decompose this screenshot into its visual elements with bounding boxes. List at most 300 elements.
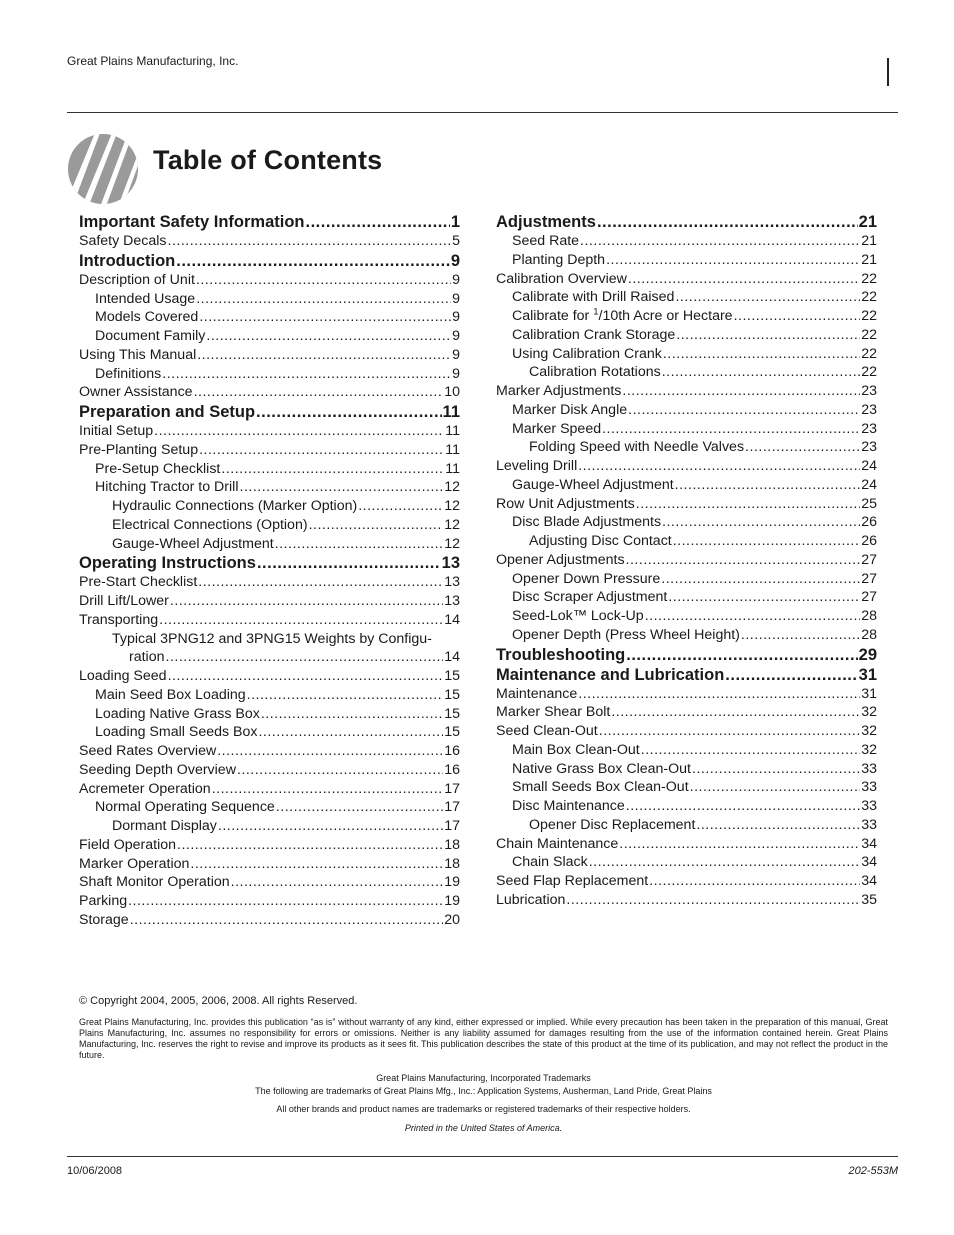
toc-entry[interactable] [496,288,877,307]
toc-dot-leader [602,420,860,439]
toc-entry[interactable] [79,365,460,384]
toc-page-number: 12 [444,516,460,533]
toc-page-number: 9 [450,251,460,270]
toc-dot-leader [696,816,860,835]
toc-entry-label: Adjusting Disc Contact [529,533,672,549]
toc-entry[interactable] [496,685,877,704]
toc-entry-label: Loading Small Seeds Box [95,724,258,741]
toc-entry-label: Marker Operation [79,855,190,872]
toc-entry[interactable] [496,797,877,816]
toc-dot-leader [221,460,444,479]
toc-entry[interactable] [496,476,877,495]
toc-page-number: 11 [445,423,460,439]
toc-dot-leader [645,607,861,626]
toc-dot-leader [662,513,860,532]
toc-entry-label: Disc Blade Adjustments [512,514,662,531]
toc-dot-leader [358,497,443,516]
toc-entry-label: Gauge-Wheel Adjustment [512,476,674,493]
toc-entry[interactable] [496,872,877,891]
toc-page-number: 29 [858,645,877,664]
publication-date: 10/06/2008 [67,1165,123,1177]
toc-entry-superscript: 1 [593,306,599,318]
toc-dot-leader [649,872,860,891]
toc-entry[interactable] [79,686,460,705]
header-rule [67,112,898,113]
toc-entry[interactable] [496,345,877,364]
toc-dot-leader [725,665,857,685]
toc-dot-leader [166,648,444,667]
toc-entry[interactable] [496,778,877,797]
toc-page-number: 20 [444,911,460,928]
toc-page-number: 14 [444,649,460,666]
toc-entry-label: Hitching Tractor to Drill [95,479,239,496]
toc-dot-leader [675,288,860,307]
toc-entry[interactable] [79,780,460,799]
toc-entry-label: Calibration Rotations [529,364,661,381]
toc-dot-leader [676,326,860,345]
toc-entry[interactable] [496,703,877,722]
toc-entry-label: Marker Adjustments [496,383,622,399]
toc-entry-label: Marker Speed [512,420,602,437]
toc-dot-leader [626,797,860,816]
toc-page-number: 35 [861,891,877,908]
toc-entry-label: Definitions [95,365,162,382]
toc-entry[interactable] [79,553,460,573]
toc-page-number: 11 [445,460,460,477]
toc-dot-leader [275,535,444,554]
toc-entry-label: Parking [79,893,128,909]
toc-entry[interactable] [496,760,877,779]
toc-dot-leader [611,703,860,722]
toc-entry[interactable] [79,478,460,497]
toc-page-number: 31 [858,665,877,684]
toc-dot-leader [247,686,444,705]
toc-dot-leader [741,626,860,645]
toc-entry-label: Using This Manual [79,346,197,363]
toc-page-number: 22 [861,270,877,287]
toc-page-number: 12 [444,535,460,552]
toc-entry[interactable] [496,495,877,514]
toc-page-number: 34 [861,835,877,852]
toc-page-number: 34 [861,854,877,871]
toc-page-number: 16 [444,743,460,759]
toc-entry[interactable] [79,212,460,232]
toc-entry-label: Troubleshooting [496,645,626,664]
toc-entry[interactable] [79,742,460,761]
toc-entry-label: Drill Lift/Lower [79,593,169,609]
toc-entry-label: Gauge-Wheel Adjustment [112,535,274,552]
toc-entry-label: Seed Flap Replacement [496,873,649,889]
toc-entry[interactable] [496,513,877,532]
trademarks-list: The following are trademarks of Great Plains Mfg., Inc.: Application Systems, Ausherman, Land Pride, Great Plains [255,1086,712,1096]
toc-dot-leader [168,232,452,251]
toc-dot-leader [130,911,444,930]
toc-entry-label: Marker Shear Bolt [496,704,611,721]
toc-page-number: 22 [861,326,877,343]
toc-entry-label: Row Unit Adjustments [496,495,635,512]
toc-entry-label: Pre-Planting Setup [79,441,199,458]
toc-entry-label: Intended Usage [95,290,196,307]
toc-dot-leader [566,891,860,910]
toc-entry[interactable] [496,626,877,645]
toc-entry-label: Description of Unit [79,271,195,288]
toc-entry-label: Transporting [79,611,159,628]
toc-entry-label: Opener Depth (Press Wheel Height) [512,626,740,643]
toc-entry-label: Models Covered [95,309,199,326]
toc-dot-leader [198,573,443,592]
toc-page-number: 22 [861,289,877,306]
toc-entry-label: Acremeter Operation [79,780,211,797]
toc-dot-leader [309,516,444,535]
toc-entry[interactable] [79,611,460,630]
toc-dot-leader [154,422,444,441]
toc-dot-leader [668,588,860,607]
toc-entry-label: Disc Maintenance [512,798,625,814]
toc-dot-leader [641,741,860,760]
toc-dot-leader [626,645,857,665]
toc-dot-leader [258,723,443,742]
toc-entry-label: Seed Rate [512,233,580,249]
toc-page-number: 27 [861,589,877,606]
disclaimer: Great Plains Manufacturing, Inc. provides this publication “as is” without warranty of any kind, either expressed or implied. While every precaution has been taken in the preparation of this manual, Great Plains Manufacturing, Inc. assumes no responsibility for errors or omissions. Neither is any liability assumed for damages resulting from the use of the information contained herein. Great Plains Manufacturing, Inc. reserves the right to revise and improve its products as it sees fit. This publication describes the state of this product at the time of its publication, and may not reflect the product in the future. [79,1017,888,1060]
toc-entry[interactable] [79,271,460,290]
toc-entry[interactable] [79,422,460,441]
toc-page-number: 21 [861,233,877,249]
toc-dot-leader [628,270,860,289]
toc-page-number: 11 [442,403,460,421]
toc-dot-leader [276,798,443,817]
toc-entry[interactable] [79,723,460,742]
toc-entry-label: Maintenance [496,685,578,702]
toc-entry-label: Preparation and Setup [79,403,256,421]
toc-entry[interactable] [496,551,877,570]
toc-entry[interactable] [79,892,460,911]
toc-entry[interactable] [496,270,877,289]
toc-entry-label: Native Grass Box Clean-Out [512,760,691,777]
toc-page-number: 17 [444,818,460,834]
toc-dot-leader [597,212,858,232]
toc-page-number: 27 [861,551,877,568]
toc-entry[interactable] [79,911,460,930]
toc-dot-leader [690,778,861,797]
toc-dot-leader [159,611,443,630]
toc-page-number: 27 [861,570,877,587]
toc-page-number: 12 [444,479,460,496]
toc-dot-leader [626,551,861,570]
toc-entry[interactable] [496,853,877,872]
toc-page-number: 12 [444,498,460,514]
printed-notice: Printed in the United States of America. [404,1123,563,1133]
toc-entry[interactable] [79,441,460,460]
toc-dot-leader [162,365,451,384]
toc-entry-label: Hydraulic Connections (Marker Option) [112,498,358,514]
toc-page-number: 28 [861,608,877,624]
toc-entry-label: Chain Slack [512,854,588,871]
toc-entry[interactable] [496,251,877,270]
toc-page-number: 9 [452,309,460,326]
toc-page-number: 9 [452,290,460,307]
page-title: Table of Contents [153,145,383,175]
toc-entry[interactable] [79,290,460,309]
toc-page-number: 23 [861,401,877,418]
toc-entry[interactable] [79,516,460,535]
toc-entry-label: Seed-Lok™ Lock-Up [512,608,644,624]
toc-dot-leader [662,363,861,382]
toc-entry[interactable] [79,648,460,667]
toc-page-number: 23 [861,383,877,399]
toc-entry[interactable] [496,382,877,401]
toc-entry[interactable] [79,573,460,592]
toc-entry-label: Seed Rates Overview [79,743,217,759]
toc-entry[interactable] [496,741,877,760]
toc-dot-leader [196,290,451,309]
toc-page-number: 33 [861,779,877,796]
toc-entry-label: Document Family [95,328,206,344]
toc-page-number: 21 [858,213,877,231]
toc-entry-label: Pre-Setup Checklist [95,460,221,477]
toc-entry[interactable] [79,460,460,479]
toc-entry-label: Pre-Start Checklist [79,574,198,591]
toc-page-number: 5 [452,233,460,249]
toc-entry-label: Marker Disk Angle [512,401,628,418]
copyright-line [79,995,357,1007]
toc-dot-leader [257,553,441,573]
toc-page-number: 26 [861,533,877,549]
toc-entry-label: Calibration Crank Storage [512,326,676,343]
toc-dot-leader [580,232,860,251]
toc-entry[interactable] [496,645,877,665]
toc-entry[interactable] [496,438,877,457]
toc-entry-label: Maintenance and Lubrication [496,665,725,684]
toc-dot-leader [196,271,451,290]
toc-entry[interactable] [79,855,460,874]
toc-entry[interactable] [79,592,460,611]
toc-page-number: 33 [861,798,877,814]
toc-dot-leader [673,532,860,551]
toc-entry[interactable] [496,420,877,439]
toc-entry[interactable] [496,401,877,420]
toc-page-number: 24 [861,476,877,493]
toc-entry[interactable] [496,570,877,589]
toc-entry[interactable] [79,798,460,817]
toc-dot-leader [578,685,860,704]
toc-dot-leader [692,760,860,779]
toc-dot-leader [128,892,443,911]
toc-entry[interactable] [496,212,877,232]
toc-page-number: 25 [861,495,877,512]
trademarks-heading: Great Plains Manufacturing, Incorporated Trademarks [376,1073,591,1083]
other-trademarks: All other brands and product names are trademarks or registered trademarks of their respective holders. [276,1104,691,1114]
toc-entry-label: Opener Down Pressure [512,570,661,587]
toc-entry[interactable] [496,607,877,626]
toc-entry-label: Storage [79,911,129,928]
toc-dot-leader [606,251,860,270]
toc-page-number: 26 [861,514,877,531]
toc-page-number: 22 [861,364,877,381]
toc-entry-label: Folding Speed with Needle Valves [529,439,745,456]
toc-dot-leader [256,402,442,422]
toc-page-number: 32 [861,704,877,721]
toc-dot-leader [190,855,443,874]
toc-entry-label: Leveling Drill [496,458,578,474]
toc-entry-label [512,307,733,326]
toc-dot-leader [231,873,444,892]
toc-entry[interactable] [79,383,460,402]
toc-dot-leader [194,383,444,402]
toc-entry-label: Calibrate with Drill Raised [512,289,675,306]
toc-entry[interactable] [79,497,460,516]
toc-dot-leader [197,346,451,365]
toc-entry[interactable] [79,873,460,892]
toc-entry[interactable] [496,232,877,251]
toc-entry[interactable] [496,326,877,345]
toc-page-number: 13 [441,554,460,573]
toc-page-number: 14 [444,611,460,628]
toc-entry-label: Disc Scraper Adjustment [512,589,668,606]
toc-entry[interactable] [79,817,460,836]
toc-entry[interactable] [79,327,460,346]
toc-entry-label: Opener Disc Replacement [529,816,696,833]
copyright-symbol: © [79,995,88,1007]
toc-entry-label: Important Safety Information [79,213,305,231]
toc-dot-leader [636,495,860,514]
toc-entry[interactable] [79,705,460,724]
toc-page-number: 15 [444,686,460,703]
toc-page-number: 33 [861,816,877,833]
toc-entry-label: Chain Maintenance [496,835,619,852]
toc-page-number: 18 [444,855,460,872]
toc-page-number: 1 [450,213,460,231]
toc-page-number: 19 [444,874,460,891]
toc-entry-label: Normal Operating Sequence [95,799,275,816]
copyright-text: Copyright 2004, 2005, 2006, 2008. All rights Reserved. [90,995,358,1007]
toc-entry-label: Main Seed Box Loading [95,686,246,703]
toc-page-number: 33 [861,760,877,777]
toc-dot-leader [628,401,860,420]
toc-left-column [79,212,460,930]
toc-entry-label: Introduction [79,251,176,270]
toc-entry[interactable] [496,457,877,476]
toc-entry[interactable] [79,667,460,686]
document-number: 202-553M [848,1165,898,1177]
toc-entry[interactable] [496,816,877,835]
toc-entry-label: Using Calibration Crank [512,345,662,362]
toc-entry-label: Field Operation [79,836,176,853]
toc-dot-leader [206,327,451,346]
toc-page-number: 19 [444,893,460,909]
toc-dot-leader [176,251,450,271]
toc-dot-leader [619,835,860,854]
toc-entry-label-part: Calibrate for [512,308,594,324]
toc-dot-leader [745,438,860,457]
toc-entry[interactable] [79,402,460,422]
toc-dot-leader [578,457,860,476]
toc-entry-label: Opener Adjustments [496,551,625,568]
toc-entry[interactable] [79,836,460,855]
toc-page-number: 9 [452,365,460,382]
toc-dot-leader [218,817,443,836]
toc-entry-label: Loading Native Grass Box [95,705,260,722]
toc-entry[interactable] [79,308,460,327]
toc-entry-label-part: /10th Acre or Hectare [598,308,733,324]
toc-entry-label: Loading Seed [79,668,167,684]
toc-dot-leader [237,761,443,780]
toc-page-number: 9 [452,346,460,363]
toc-entry[interactable] [79,346,460,365]
toc-page-number: 15 [444,705,460,722]
toc-page-number: 24 [861,458,877,474]
toc-page-number: 13 [444,574,460,591]
toc-dot-leader [306,212,450,232]
toc-dot-leader [589,853,861,872]
toc-entry[interactable] [496,588,877,607]
company-name: Great Plains Manufacturing, Inc. [67,54,239,68]
toc-dot-leader [168,667,444,686]
toc-page-number: 16 [444,761,460,778]
toc-entry-label: Safety Decals [79,233,167,249]
toc-page-number: 22 [861,345,877,362]
toc-dot-leader [217,742,443,761]
toc-entry[interactable] [496,891,877,910]
toc-page-number: 32 [861,723,877,739]
toc-entry-label: Initial Setup [79,423,154,439]
toc-entry[interactable] [496,363,877,382]
toc-entry[interactable] [79,232,460,251]
toc-entry-label: Typical 3PNG12 and 3PNG15 Weights by Configu- [112,630,432,647]
toc-entry[interactable] [496,307,877,326]
toc-entry-label: Operating Instructions [79,554,256,573]
toc-entry-label: Owner Assistance [79,384,193,401]
toc-entry[interactable] [496,835,877,854]
toc-entry[interactable] [496,722,877,741]
toc-entry-label: Planting Depth [512,251,606,268]
toc-entry[interactable] [79,251,460,271]
toc-entry-label: Adjustments [496,213,596,231]
toc-page-number: 10 [444,384,460,401]
toc-page-number: 15 [444,668,460,684]
toc-dot-leader [663,345,860,364]
great-plains-logo-icon [67,133,139,205]
toc-page-number: 21 [861,251,877,268]
toc-dot-leader [661,570,860,589]
toc-page-number: 22 [861,308,877,324]
toc-dot-leader [240,478,444,497]
toc-dot-leader [675,476,861,495]
toc-entry-label: Dormant Display [112,818,217,834]
toc-entry-label: Lubrication [496,891,566,908]
toc-dot-leader [599,722,860,741]
toc-page-number: 23 [861,439,877,456]
toc-dot-leader [734,307,861,326]
toc-entry-label: Calibration Overview [496,270,627,287]
toc-page-number: 28 [861,626,877,643]
toc-page-number: 11 [445,441,460,458]
toc-entry[interactable] [79,761,460,780]
toc-dot-leader [170,592,443,611]
toc-page-number: 17 [444,799,460,816]
toc-entry-label: Small Seeds Box Clean-Out [512,779,689,796]
toc-dot-leader [199,308,451,327]
toc-page-number: 18 [444,836,460,853]
toc-entry-label: Shaft Monitor Operation [79,874,230,891]
toc-entry[interactable] [79,535,460,554]
toc-right-column [496,212,877,910]
toc-entry[interactable] [496,532,877,551]
toc-entry-label: Electrical Connections (Option) [112,516,308,533]
toc-entry-label: ration [129,649,165,666]
toc-entry[interactable] [496,665,877,685]
toc-dot-leader [622,382,860,401]
